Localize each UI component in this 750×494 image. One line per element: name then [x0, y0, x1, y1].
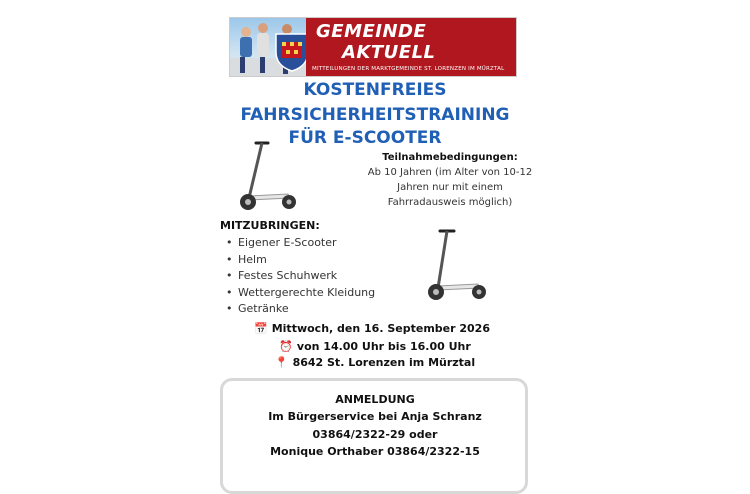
header-banner: [229, 17, 517, 77]
participation-conditions: [345, 150, 555, 210]
event-time: [0, 340, 750, 353]
registration-line3: Monique Orthaber 03864/2322-15: [270, 445, 480, 458]
headline-line3: FÜR E-SCOOTER: [288, 128, 442, 148]
list-item: • Festes Schuhwerk: [226, 268, 375, 285]
registration-line2: 03864/2322-29 oder: [312, 428, 438, 441]
alarm-clock-icon: ⏰: [279, 340, 293, 353]
e-scooter-icon: [236, 140, 298, 212]
conditions-line1: Ab 10 Jahren (im Alter von 10-12: [367, 167, 533, 178]
conditions-title: Teilnahmebedingungen:: [382, 152, 518, 163]
event-time-text: von 14.00 Uhr bis 16.00 Uhr: [296, 340, 471, 353]
list-item: • Getränke: [226, 301, 375, 318]
event-place: [0, 356, 750, 369]
bring-list: [226, 235, 375, 318]
list-item: • Wettergerechte Kleidung: [226, 285, 375, 302]
conditions-line2: Jahren nur mit einem: [397, 182, 503, 193]
headline-line1: KOSTENFREIES: [303, 80, 447, 100]
list-item: • Eigener E-Scooter: [226, 235, 375, 252]
registration-title: ANMELDUNG: [335, 393, 415, 406]
list-item: • Helm: [226, 252, 375, 269]
headline-line2: FAHRSICHERHEITSTRAINING: [240, 105, 510, 125]
e-scooter-icon: [424, 228, 488, 302]
event-place-text: 8642 St. Lorenzen im Mürztal: [292, 356, 476, 369]
event-date: [0, 322, 747, 335]
registration-line1: Im Bürgerservice bei Anja Schranz: [268, 410, 482, 423]
conditions-line3: Fahrradausweis möglich): [387, 197, 513, 208]
banner-title-line1: GEMEINDE: [316, 21, 427, 42]
municipal-crest-icon: [274, 32, 310, 72]
bring-title: MITZUBRINGEN:: [220, 219, 320, 232]
banner-title-line2: AKTUELL: [342, 42, 436, 63]
calendar-icon: 📅: [254, 322, 268, 335]
location-pin-icon: 📍: [274, 356, 289, 369]
banner-subtitle: MITTEILUNGEN DER MARKTGEMEINDE ST. LORENZEN IM MÜRZTAL: [312, 66, 505, 72]
event-date-text: Mittwoch, den 16. September 2026: [271, 322, 490, 335]
